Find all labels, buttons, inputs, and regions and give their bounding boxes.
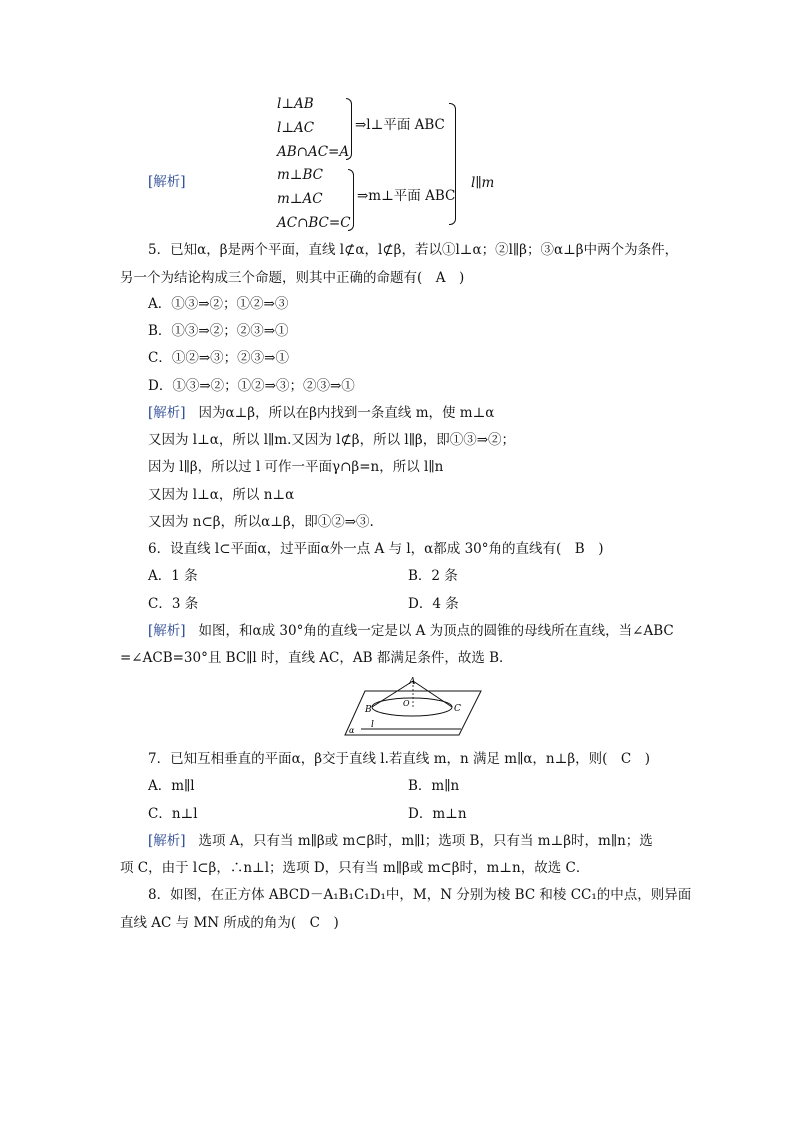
q6-option-a: A．1 条 — [148, 568, 198, 584]
q5-analysis-line2: 又因为 l⊥α，所以 l∥m.又因为 l⊄β，所以 l∥β，即①③⇒②； — [148, 432, 516, 448]
condition-l-perp-ab: l⊥AB — [277, 96, 314, 112]
q6-analysis-line2: =∠ACB=30°且 BC∥l 时，直线 AC，AB 都满足条件，故选 B． — [120, 650, 513, 666]
label-apex: A — [409, 677, 416, 687]
q5-analysis-line3: 因为 l∥β，所以过 l 可作一平面γ∩β=n，所以 l∥n — [148, 459, 444, 475]
q5-option-c: C．①②⇒③；②③⇒① — [148, 350, 289, 366]
condition-ac-cap-bc: AC∩BC=C — [277, 215, 351, 231]
q7-option-b: B．m∥n — [408, 778, 460, 794]
q5-analysis-tag: [解析] — [148, 405, 186, 421]
q6-analysis-tag: [解析] — [148, 623, 186, 639]
q7-analysis-tag: [解析] — [148, 833, 186, 849]
q7-analysis-line2: 项 C，由于 l⊂β，∴n⊥l；选项 D，只有当 m∥β或 m⊂β时，m⊥n，故选 C． — [120, 860, 590, 876]
q5-stem-line1: 5．已知α，β是两个平面，直线 l⊄α，l⊄β，若以①l⊥α；②l∥β；③α⊥β中两个为条件， — [148, 242, 679, 258]
q5-option-d: D．①③⇒②；①②⇒③；②③⇒① — [148, 378, 355, 394]
condition-ab-cap-ac: AB∩AC=A — [277, 144, 350, 160]
q6-option-b: B．2 条 — [408, 568, 458, 584]
condition-l-perp-ac: l⊥AC — [277, 120, 315, 136]
q8-stem-line2: 直线 AC 与 MN 所成的角为( C ) — [120, 915, 339, 931]
q6-option-c: C．3 条 — [148, 596, 199, 612]
q6-analysis-line1: 如图，和α成 30°角的直线一定是以 A 为顶点的圆锥的母线所在直线，当∠ABC — [185, 623, 674, 639]
q5-option-b: B．①③⇒②；②③⇒① — [148, 323, 289, 339]
q6-option-d: D．4 条 — [408, 596, 459, 612]
condition-m-perp-ac: m⊥AC — [277, 191, 323, 207]
q5-analysis-line4: 又因为 l⊥α，所以 n⊥α — [148, 487, 295, 503]
q7-option-c: C．n⊥l — [148, 806, 198, 822]
q5-stem-line2: 另一个为结论构成三个命题，则其中正确的命题有( A ) — [120, 270, 465, 286]
inner-brace-1 — [346, 98, 352, 160]
q7-option-d: D．m⊥n — [408, 806, 467, 822]
q6-stem: 6．设直线 l⊂平面α，过平面α外一点 A 与 l，α都成 30°角的直线有( B ) — [148, 541, 604, 557]
q7-analysis-line1: 选项 A，只有当 m∥β或 m⊂β时，m∥l；选项 B，只有当 m⊥β时，m∥n；选 — [185, 833, 653, 849]
label-alpha: α — [349, 726, 355, 735]
q5-analysis-line1: 因为α⊥β，所以在β内找到一条直线 m，使 m⊥α — [185, 405, 495, 421]
analysis-tag: [解析] — [148, 174, 186, 190]
label-c: C — [454, 704, 461, 714]
conclusion-l-parallel-m: l∥m — [471, 175, 495, 191]
q8-stem-line1: 8．如图，在正方体 ABCD－A₁B₁C₁D₁中，M，N 分别为棱 BC 和棱 CC₁的中点，则异面 — [148, 887, 692, 903]
outer-brace — [449, 103, 456, 225]
label-o: O — [403, 699, 410, 708]
q7-option-a: A．m∥l — [148, 778, 195, 794]
q7-stem: 7．已知互相垂直的平面α，β交于直线 l.若直线 m，n 满足 m∥α，n⊥β，则( C ) — [148, 751, 650, 767]
inner-brace-2 — [348, 169, 354, 231]
q5-analysis-line5: 又因为 n⊂β，所以α⊥β，即①②⇒③. — [148, 514, 374, 530]
q5-option-a: A．①③⇒②；①②⇒③ — [148, 296, 289, 312]
group1-result: ⇒l⊥平面 ABC — [355, 117, 445, 133]
label-b: B — [365, 705, 372, 715]
group2-result: ⇒m⊥平面 ABC — [357, 188, 456, 204]
cone-figure — [343, 675, 483, 739]
label-l: l — [371, 720, 374, 730]
cone-figure-svg — [343, 675, 483, 739]
condition-m-perp-bc: m⊥BC — [277, 167, 323, 183]
